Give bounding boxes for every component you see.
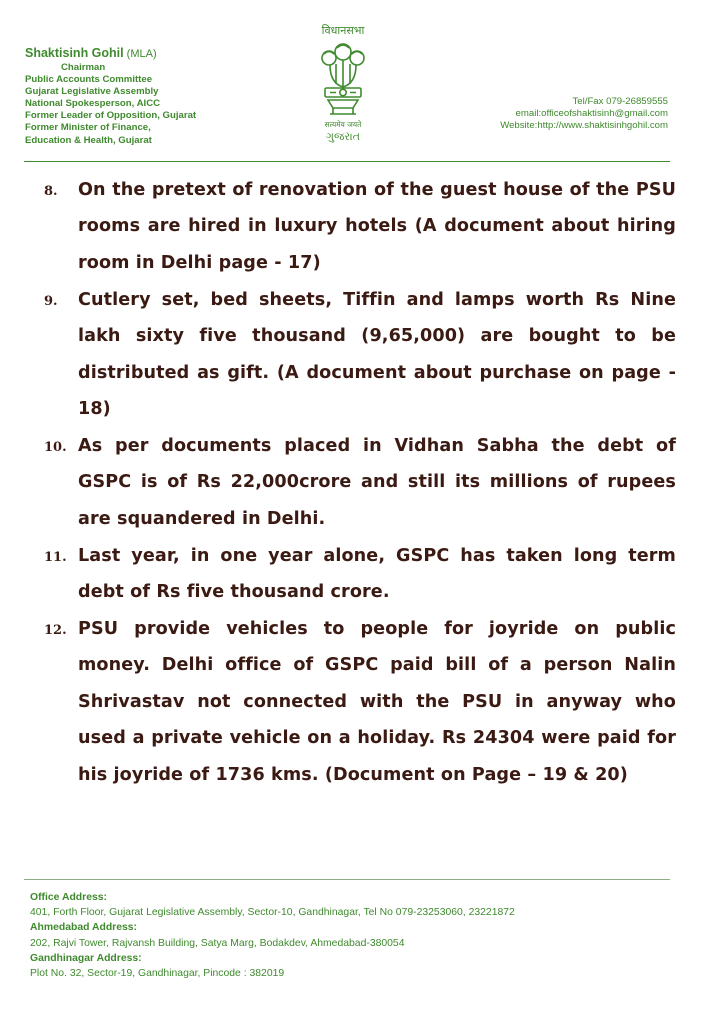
sender-name-line [25, 45, 265, 62]
header-divider [24, 161, 670, 162]
emblem-top-text: विधानसभा [321, 24, 365, 37]
item-text: As per documents placed in Vidhan Sabha the debt of GSPC is of Rs 22,000crore and still its millions of rupees are squandered in Delhi. [78, 435, 676, 529]
item-number: 11. [44, 549, 67, 565]
list-item [44, 611, 676, 793]
item-number: 9. [44, 293, 58, 309]
list-item [44, 282, 676, 428]
letterhead-contact [428, 96, 668, 133]
sender-name: Shaktisinh Gohil [25, 46, 124, 60]
item-text: Last year, in one year alone, GSPC has taken long term debt of Rs five thousand crore. [78, 545, 676, 602]
role-line: Gujarat Legislative Assembly [25, 86, 159, 98]
contact-email: email:officeofshaktisinh@gmail.com [515, 108, 668, 120]
list-item [44, 172, 676, 281]
points-list [44, 172, 676, 793]
gandhinagar-address: Plot No. 32, Sector-19, Gandhinagar, Pincode : 382019 [30, 968, 285, 980]
role-line: Former Minister of Finance, [25, 122, 151, 134]
item-number: 12. [44, 622, 67, 638]
item-number: 10. [44, 439, 67, 455]
item-text: PSU provide vehicles to people for joyride on public money. Delhi office of GSPC paid bill of a person Nalin Shrivastav not connected with the PSU in anyway who used a private vehicle on a holiday. Rs 24304 were paid for his joyride of 1736 kms. (Document on Page – 19 & 20) [78, 618, 676, 785]
lion-capital-icon [316, 40, 370, 118]
role-line: Public Accounts Committee [25, 74, 153, 86]
item-text: Cutlery set, bed sheets, Tiffin and lamps worth Rs Nine lakh sixty five thousand (9,65,000) are bought to be distributed as gift. (A document about purchase on page - 18) [78, 289, 676, 419]
sender-name-suffix: (MLA) [123, 48, 157, 60]
ahmedabad-address: 202, Rajvi Tower, Rajvansh Building, Satya Marg, Bodakdev, Ahmedabad-380054 [30, 937, 405, 949]
emblem-motto: सत्यमेव जयते [324, 120, 362, 129]
letterhead-left [25, 45, 265, 147]
role-line: Chairman [61, 62, 106, 73]
ahmedabad-address-label: Ahmedabad Address: [30, 922, 138, 934]
gandhinagar-address-label: Gandhinagar Address: [30, 952, 142, 964]
contact-phone: Tel/Fax 079-26859555 [572, 96, 668, 107]
contact-website: Website:http://www.shaktisinhgohil.com [500, 120, 668, 132]
list-item [44, 538, 676, 611]
state-emblem [302, 24, 384, 166]
office-address-label: Office Address: [30, 892, 107, 903]
list-item [44, 428, 676, 537]
emblem-bottom-text: ગુજરાત [325, 130, 361, 143]
footer-divider [24, 879, 670, 880]
footer-addresses [30, 890, 680, 981]
role-line: Education & Health, Gujarat [25, 134, 152, 146]
role-line: National Spokesperson, AICC [25, 98, 161, 110]
role-line: Former Leader of Opposition, Gujarat [25, 110, 197, 122]
item-number: 8. [44, 184, 58, 199]
office-address: 401, Forth Floor, Gujarat Legislative Assembly, Sector-10, Gandhinagar, Tel No 079-23253060, 23221872 [30, 907, 515, 919]
item-text: On the pretext of renovation of the guest house of the PSU rooms are hired in luxury hotels (A document about hiring room in Delhi page - 17) [78, 180, 676, 273]
